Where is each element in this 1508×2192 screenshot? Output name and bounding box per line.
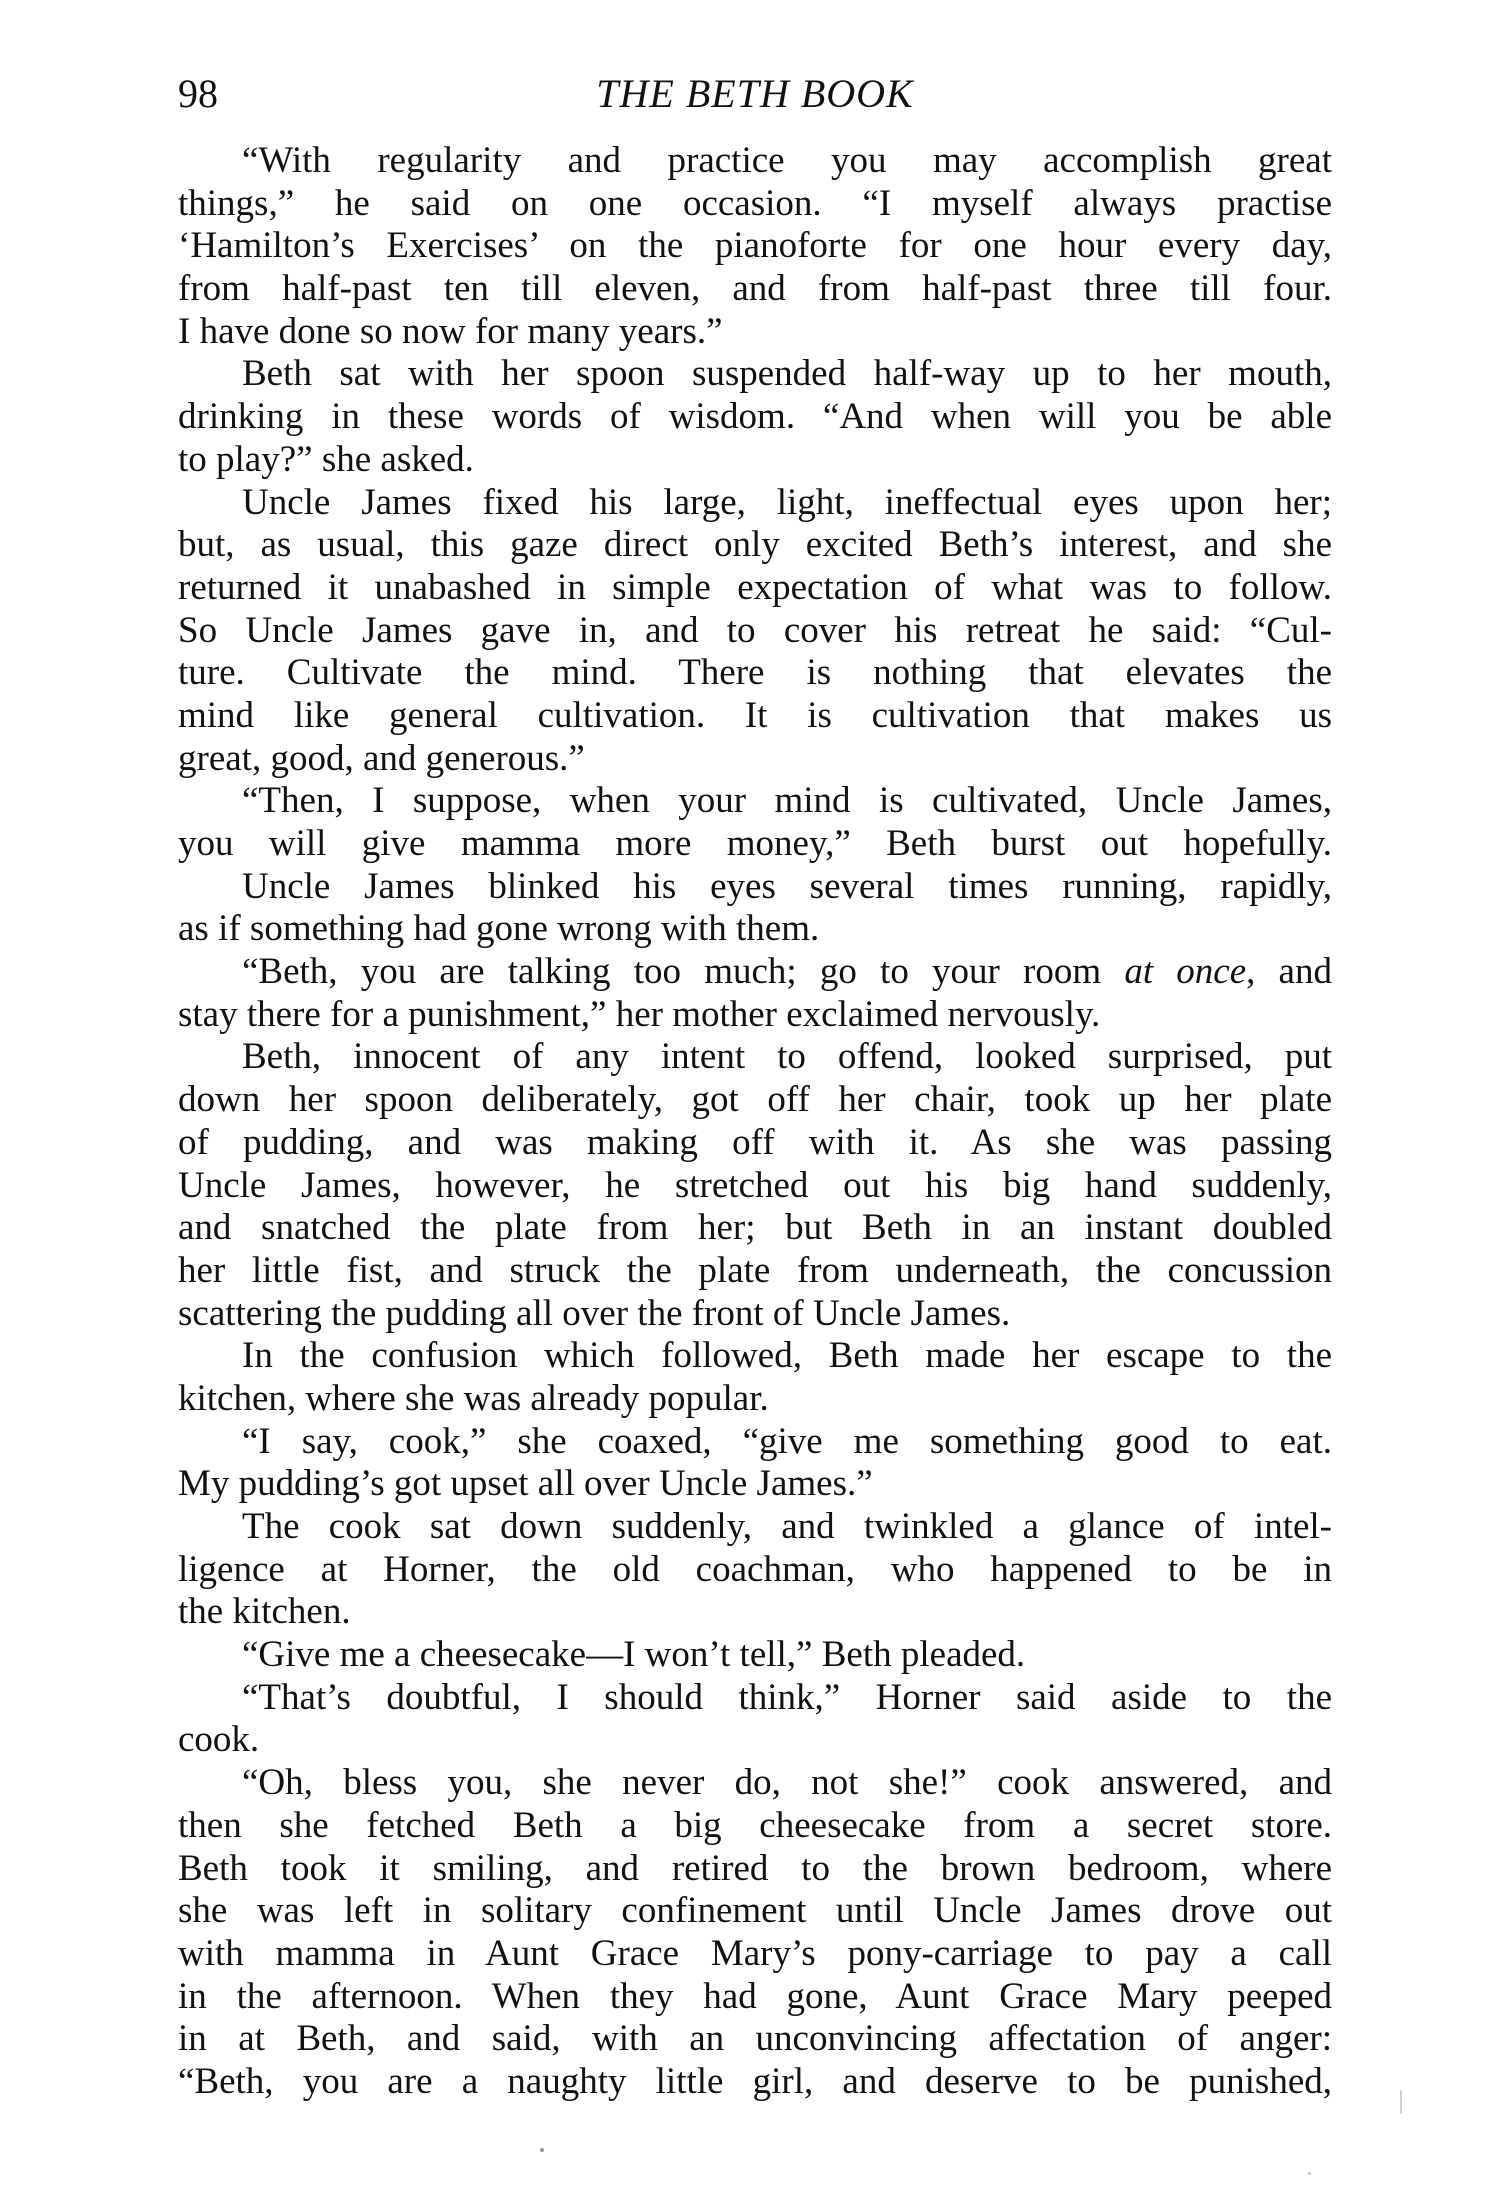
text-line: The cook sat down suddenly, and twinkled a glance of intel-	[242, 1506, 1332, 1547]
text-line: “Beth, you are a naughty little girl, and deserve to be punished,	[178, 2060, 1332, 2102]
paper-speck	[1400, 2090, 1402, 2114]
text-line: I have done so now for many years.”	[178, 310, 723, 352]
paper-speck	[540, 2148, 544, 2152]
text-line: with mamma in Aunt Grace Mary’s pony-carriage to pay a call	[178, 1932, 1332, 1974]
text-line: from half-past ten till eleven, and from half-past three till four.	[178, 268, 1332, 310]
text-line: Beth took it smiling, and retired to the brown bedroom, where	[178, 1847, 1332, 1889]
paper-speck	[1308, 2172, 1311, 2175]
text-line-with-emphasis	[178, 951, 1332, 994]
text-line: “I say, cook,” she coaxed, “give me something good to eat.	[242, 1420, 1332, 1462]
text-line: Beth sat with her spoon suspended half-way up to her mouth,	[242, 353, 1332, 395]
text-line: mind like general cultivation. It is cultivation that makes us	[178, 694, 1332, 736]
text-line: ‘Hamilton’s Exercises’ on the pianoforte for one hour every day,	[178, 225, 1332, 267]
emphasized-text: at once	[1124, 951, 1247, 993]
text-line: “Give me a cheesecake—I won’t tell,” Beth pleaded.	[242, 1634, 1026, 1676]
text-line: scattering the pudding all over the front of Uncle James.	[178, 1292, 1011, 1334]
text-line: things,” he said on one occasion. “I myself always practise	[178, 182, 1332, 224]
body-text	[178, 140, 1332, 2104]
text-line: her little fist, and struck the plate from underneath, the concussion	[178, 1249, 1332, 1291]
text-line: drinking in these words of wisdom. “And when will you be able	[178, 396, 1332, 438]
text-line: in the afternoon. When they had gone, Aunt Grace Mary peeped	[178, 1975, 1332, 2017]
text-line: “Then, I suppose, when your mind is cultivated, Uncle James,	[242, 780, 1332, 822]
page-number: 98	[178, 71, 218, 116]
text-line: cook.	[178, 1719, 260, 1761]
text-line: In the confusion which followed, Beth made her escape to the	[242, 1335, 1332, 1377]
text-line: the kitchen.	[178, 1591, 351, 1633]
text-line: great, good, and generous.”	[178, 737, 585, 779]
text-line: ligence at Horner, the old coachman, who happened to be in	[178, 1548, 1332, 1590]
text-line: she was left in solitary confinement until Uncle James drove out	[178, 1890, 1332, 1932]
text-line: Uncle James blinked his eyes several times running, rapidly,	[242, 865, 1332, 907]
text-line: “Oh, bless you, she never do, not she!” cook answered, and	[242, 1762, 1332, 1804]
text-run: “Beth, you are talking too much; go to your room	[242, 951, 1125, 993]
text-line: you will give mamma more money,” Beth burst out hopefully.	[178, 823, 1332, 864]
text-line: but, as usual, this gaze direct only excited Beth’s interest, and she	[178, 524, 1332, 566]
text-line: “With regularity and practice you may accomplish great	[242, 140, 1332, 181]
text-line: stay there for a punishment,” her mother exclaimed nervously.	[178, 993, 1101, 1035]
text-line: My pudding’s got upset all over Uncle James.”	[178, 1463, 873, 1505]
text-run: , and	[1246, 951, 1332, 993]
text-line: Uncle James fixed his large, light, ineffectual eyes upon her;	[242, 481, 1332, 523]
text-line: kitchen, where she was already popular.	[178, 1377, 769, 1419]
text-line: to play?” she asked.	[178, 438, 474, 480]
text-line: returned it unabashed in simple expectation of what was to follow.	[178, 566, 1332, 608]
text-line: then she fetched Beth a big cheesecake from a secret store.	[178, 1804, 1332, 1846]
text-line: down her spoon deliberately, got off her chair, took up her plate	[178, 1079, 1332, 1121]
text-line: “That’s doubtful, I should think,” Horner said aside to the	[242, 1676, 1332, 1718]
text-line: So Uncle James gave in, and to cover his retreat he said: “Cul-	[178, 609, 1332, 651]
text-line: in at Beth, and said, with an unconvincing affectation of anger:	[178, 2018, 1332, 2060]
text-line: Uncle James, however, he stretched out his big hand suddenly,	[178, 1164, 1332, 1206]
text-line: and snatched the plate from her; but Beth in an instant doubled	[178, 1207, 1332, 1249]
running-title: THE BETH BOOK	[596, 71, 914, 116]
text-line: of pudding, and was making off with it. As she was passing	[178, 1121, 1332, 1163]
text-line: as if something had gone wrong with them.	[178, 908, 820, 950]
page-header	[178, 64, 1332, 124]
text-line: Beth, innocent of any intent to offend, looked surprised, put	[242, 1036, 1332, 1078]
text-line: ture. Cultivate the mind. There is nothing that elevates the	[178, 652, 1332, 694]
